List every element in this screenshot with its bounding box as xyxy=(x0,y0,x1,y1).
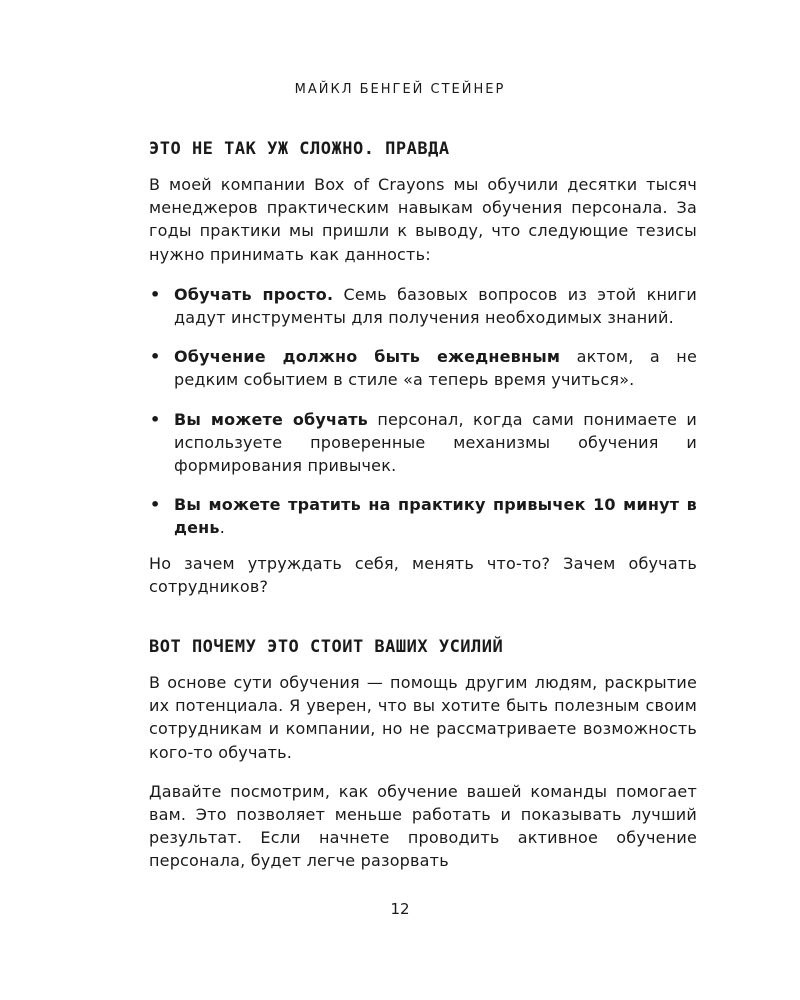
section2-paragraph-1: В основе сути обучения — помощь другим людям, раскрытие их потенциала. Я уверен, что вы хотите быть полезным своим сотрудникам и компании, но не рассматриваете возможность кого-то обучать. xyxy=(149,673,697,762)
bullet-bold-text: Обучать просто. xyxy=(174,284,334,304)
section-heading-1: ЭТО НЕ ТАК УЖ СЛОЖНО. ПРАВДА xyxy=(149,139,450,159)
bullet-item xyxy=(149,345,697,391)
bullet-dot-icon: • xyxy=(150,347,161,367)
bullet-text: актом, а не редким событием в стиле «а теперь время учиться». xyxy=(174,347,697,390)
bullet-text: . xyxy=(219,518,226,538)
running-header: МАЙКЛ БЕНГЕЙ СТЕЙНЕР xyxy=(294,82,506,97)
bullet-item xyxy=(149,283,697,329)
page-number: 12 xyxy=(390,900,410,918)
page-content xyxy=(149,137,697,873)
section-heading-2: ВОТ ПОЧЕМУ ЭТО СТОИТ ВАШИХ УСИЛИЙ xyxy=(149,637,504,658)
thesis-bullet-list xyxy=(149,283,697,540)
bullet-item xyxy=(149,493,697,539)
bullet-bold-text: Обучение должно быть ежедневным xyxy=(174,347,561,367)
bullet-item xyxy=(149,408,697,478)
bullet-dot-icon: • xyxy=(150,495,161,515)
bullet-text: Семь базовых вопросов из этой книги дадут инструменты для получения необходимых знаний. xyxy=(174,284,697,328)
section1-intro-paragraph: В моей компании Box of Crayons мы обучили десятки тысяч менеджеров практическим навыкам обучения персонала. За годы практики мы пришли к выводу, что следующие тезисы нужно принимать как данность: xyxy=(149,175,697,264)
bullet-dot-icon: • xyxy=(150,284,161,304)
bullet-bold-text: Вы можете тратить на практику привычек 10 минут в день xyxy=(174,495,697,538)
bullet-dot-icon: • xyxy=(150,409,161,429)
section1-closing-paragraph: Но зачем утруждать себя, менять что-то? Зачем обучать сотрудников? xyxy=(149,553,697,596)
bullet-bold-text: Вы можете обучать xyxy=(174,409,368,429)
bullet-text: персонал, когда сами понимаете и используете проверенные механизмы обучения и формирования привычек. xyxy=(174,409,697,476)
section2-paragraph-2: Давайте посмотрим, как обучение вашей команды помогает вам. Это позволяет меньше работать и показывать лучший результат. Если начнете проводить активное обучение персонала, будет легче разорвать xyxy=(149,781,697,871)
